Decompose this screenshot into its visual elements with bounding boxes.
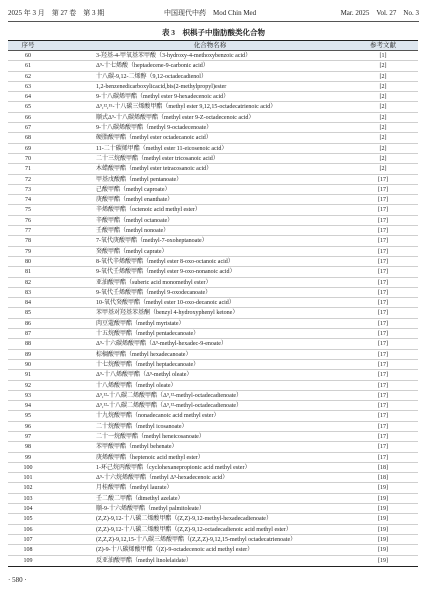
row-number: 84 — [25, 300, 31, 307]
reference-cell: [17] — [378, 217, 388, 224]
reference-cell: [17] — [378, 248, 388, 255]
compound-name: 甲基戊酸酯（methyl pentanoate） — [96, 176, 183, 183]
reference-cell: [17] — [378, 433, 388, 440]
table-row — [8, 154, 418, 164]
reference-cell: [2] — [379, 135, 387, 142]
table-row — [8, 226, 418, 236]
table-body — [8, 51, 418, 566]
reference-cell: [17] — [378, 382, 388, 389]
reference-cell: [17] — [378, 228, 388, 235]
compound-name: 苯甲酸甲酯（methyl behenate） — [96, 444, 178, 451]
table-row — [8, 504, 418, 514]
table-row — [8, 391, 418, 401]
page-number: · 580 · — [8, 576, 27, 584]
reference-cell: [19] — [378, 536, 388, 543]
table-row — [8, 556, 418, 566]
reference-cell: [2] — [379, 63, 387, 70]
row-number: 89 — [25, 351, 31, 358]
compound-name: 辛酸甲酯（methyl octanoate） — [96, 217, 174, 224]
table-row — [8, 175, 418, 185]
reference-cell: [17] — [378, 300, 388, 307]
table-header-row — [8, 41, 418, 51]
compound-name: (Z)-9-十八碳烯酸甲酯（(Z)-9-octadecenoic acid methyl ester） — [96, 547, 254, 554]
row-number: 68 — [25, 135, 31, 142]
row-number: 85 — [25, 310, 31, 317]
reference-cell: [2] — [379, 155, 387, 162]
table-row — [8, 360, 418, 370]
running-head — [8, 6, 419, 22]
compound-name: 9-氧代壬烯酸甲酯（methyl ester 9-oxo-nonanoic acid） — [96, 269, 236, 276]
compound-name: Δ⁹-十七烯酸（heptadecene-9-carbonic acid） — [96, 63, 209, 70]
compound-name: 11-二十碳烯甲酯（methyl ester 11-eicosenoic acid） — [96, 145, 228, 152]
table-row — [8, 267, 418, 277]
table-row — [8, 339, 418, 349]
row-number: 97 — [25, 433, 31, 440]
row-number: 69 — [25, 145, 31, 152]
compound-name: Δ⁹,¹²,¹⁵-十八碳三烯酸甲酯（methyl ester 9,12,15-octadecatrienoic acid） — [96, 104, 277, 111]
reference-cell: [17] — [378, 444, 388, 451]
reference-cell: [2] — [379, 166, 387, 173]
reference-cell: [17] — [378, 392, 388, 399]
compound-name: 8-氧代辛烯酸甲酯（methyl ester 8-oxo-octanoic acid） — [96, 258, 234, 265]
table-row — [8, 144, 418, 154]
row-number: 79 — [25, 248, 31, 255]
table-row — [8, 164, 418, 174]
column-header-reference: 参考文献 — [370, 42, 396, 49]
compound-name: 苯甲基对羟基苯基酮（benzyl 4-hydroxyphenyl ketone） — [96, 310, 239, 317]
reference-cell: [2] — [379, 145, 387, 152]
table-row — [8, 92, 418, 102]
compound-name: 十八烯酸甲酯（methyl oleate） — [96, 382, 177, 389]
compound-name: 棕榈酸甲酯（methyl hexadecanoate） — [96, 351, 192, 358]
compound-name: 癸酸甲酯（methyl caprate） — [96, 248, 168, 255]
reference-cell: [17] — [378, 351, 388, 358]
row-number: 71 — [25, 166, 31, 173]
table-title: 表 3 枳椇子中脂肪酸类化合物 — [161, 28, 266, 37]
compound-name: 反亚油酸甲酯（methyl linolelaidate） — [96, 557, 192, 564]
row-number: 90 — [25, 361, 31, 368]
reference-cell: [17] — [378, 361, 388, 368]
row-number: 62 — [25, 73, 31, 80]
reference-cell: [17] — [378, 279, 388, 286]
row-number: 96 — [25, 423, 31, 430]
compound-name: 顺式Δ⁹-十八碳烯酸甲酯（methyl ester 9-Z-octadecenoic acid） — [96, 114, 255, 121]
table-row — [8, 535, 418, 545]
compound-name: 己酸甲酯（methyl caproate） — [96, 186, 171, 193]
table-row — [8, 473, 418, 483]
row-number: 67 — [25, 125, 31, 132]
table-row — [8, 319, 418, 329]
reference-cell: [2] — [379, 83, 387, 90]
row-number: 77 — [25, 228, 31, 235]
compound-name: 3-羟基-4-甲氧基苯甲酸（3-hydroxy-4-methoxybenzoic acid） — [96, 53, 252, 59]
row-number: 105 — [23, 516, 33, 523]
reference-cell: [17] — [378, 372, 388, 379]
compound-name: 木蜡酸甲酯（methyl ester tetracosanoic acid） — [96, 166, 213, 173]
row-number: 63 — [25, 83, 31, 90]
table-row — [8, 236, 418, 246]
row-number: 61 — [25, 63, 31, 70]
row-number: 82 — [25, 279, 31, 286]
reference-cell: [17] — [378, 238, 388, 245]
compound-name: 十九烷酸甲酯（nonadecanoic acid methyl ester） — [96, 413, 220, 420]
table-row — [8, 298, 418, 308]
compound-name: Δ⁹-十八烯酸甲酯（Δ⁹-methyl oleate） — [96, 372, 193, 379]
table-row — [8, 422, 418, 432]
compound-name: 亚油酸甲酯（suberic acid monomethyl ester） — [96, 279, 212, 286]
reference-cell: [17] — [378, 403, 388, 410]
table-row — [8, 483, 418, 493]
reference-cell: [17] — [378, 258, 388, 265]
reference-cell: [2] — [379, 94, 387, 101]
reference-cell: [1] — [379, 53, 387, 59]
compound-name: (Z,Z,Z)-9,12,15-十八碳三烯酸甲酯（(Z,Z,Z)-9,12,15-methyl octadecatrienoate） — [96, 536, 297, 543]
row-number: 70 — [25, 155, 31, 162]
compound-name: 二十一烷酸甲酯（methyl heneicosanoate） — [96, 433, 205, 440]
row-number: 91 — [25, 372, 31, 379]
table-row — [8, 525, 418, 535]
reference-cell: [2] — [379, 73, 387, 80]
row-number: 92 — [25, 382, 31, 389]
row-number: 99 — [25, 454, 31, 461]
row-number: 74 — [25, 197, 31, 204]
row-number: 72 — [25, 176, 31, 183]
reference-cell: [17] — [378, 197, 388, 204]
row-number: 64 — [25, 94, 31, 101]
reference-cell: [17] — [378, 186, 388, 193]
compound-name: 十五烷酸甲酯（methyl pentadecanoate） — [96, 331, 200, 338]
compound-name: 壬酸甲酯（methyl nonoate） — [96, 228, 170, 235]
compound-name: 辛烯酸甲酯（octenoic acid methyl ester） — [96, 207, 201, 214]
row-number: 66 — [25, 114, 31, 121]
reference-cell: [2] — [379, 114, 387, 121]
table-row — [8, 350, 418, 360]
compound-name: 二十烷酸甲酯（methyl icosanoate） — [96, 423, 188, 430]
table-row — [8, 514, 418, 524]
table-row — [8, 463, 418, 473]
reference-cell: [19] — [378, 485, 388, 492]
compound-name: (Z,Z)-9,12-十八碳二烯酸甲酯（(Z,Z)-9,12-methyl-hexadecadienoate） — [96, 516, 272, 523]
table-row — [8, 494, 418, 504]
table-row — [8, 61, 418, 71]
row-number: 94 — [25, 403, 31, 410]
table-row — [8, 442, 418, 452]
reference-cell: [17] — [378, 207, 388, 214]
column-header-number: 序号 — [21, 42, 35, 49]
reference-cell: [2] — [379, 125, 387, 132]
reference-cell: [17] — [378, 341, 388, 348]
reference-cell: [17] — [378, 289, 388, 296]
table-row — [8, 545, 418, 555]
compound-name: 壬二酸二甲酯（dimethyl azelate） — [96, 495, 184, 502]
row-number: 108 — [23, 547, 33, 554]
table-row — [8, 257, 418, 267]
table-row — [8, 113, 418, 123]
reference-cell: [19] — [378, 547, 388, 554]
compound-name: Δ⁹-十六烷烯酸甲酯（methyl Δ⁹-hexadecenoic acid） — [96, 475, 229, 482]
compound-name: Δ⁹-十六碳烯酸甲酯（Δ⁹-methyl-hexadec-9-enoate） — [96, 341, 227, 348]
compound-name: 硬脂酸甲酯（methyl ester octadecanoic acid） — [96, 135, 212, 142]
reference-cell: [19] — [378, 516, 388, 523]
row-number: 107 — [23, 536, 33, 543]
compound-table — [8, 40, 418, 567]
table-row — [8, 82, 418, 92]
compound-name: Δ⁹,¹²-十八碳二烯酸甲酯（Δ⁹,¹²-methyl-octadecadienoate） — [96, 392, 243, 399]
reference-cell: [19] — [378, 557, 388, 564]
table-row — [8, 205, 418, 215]
table-row — [8, 51, 418, 61]
table-row — [8, 453, 418, 463]
row-number: 101 — [23, 475, 33, 482]
table-row — [8, 329, 418, 339]
row-number: 76 — [25, 217, 31, 224]
row-number: 103 — [23, 495, 33, 502]
reference-cell: [17] — [378, 423, 388, 430]
row-number: 87 — [25, 331, 31, 338]
row-number: 109 — [23, 557, 33, 564]
reference-cell: [17] — [378, 269, 388, 276]
table-row — [8, 411, 418, 421]
table-row — [8, 185, 418, 195]
row-number: 104 — [23, 506, 33, 513]
reference-cell: [17] — [378, 454, 388, 461]
row-number: 95 — [25, 413, 31, 420]
compound-name: 9-氧代壬烯酸甲酯（methyl 9-oxodecanoate） — [96, 289, 212, 296]
compound-name: 十七烷酸甲酯（methyl heptadecanoate） — [96, 361, 200, 368]
table-row — [8, 308, 418, 318]
reference-cell: [18] — [378, 475, 388, 482]
compound-name: 庚酸甲酯（methyl enanthate） — [96, 197, 174, 204]
table-row — [8, 278, 418, 288]
row-number: 93 — [25, 392, 31, 399]
reference-cell: [17] — [378, 331, 388, 338]
compound-name: 10-氧代癸酸甲酯（methyl ester 10-oxo-decanoic acid） — [96, 300, 235, 307]
compound-name: 二十三烷酸甲酯（methyl ester tricosanoic acid） — [96, 155, 219, 162]
table-row — [8, 381, 418, 391]
compound-name: 庚烯酸甲酯（heptenoic acid methyl ester） — [96, 454, 204, 461]
compound-name: 1,2-benzenedicarboxylicacid,bis(2-methylpropyl)ester — [96, 83, 227, 90]
compound-name: Δ⁹,¹²-十八碳二烯酸甲酯（Δ⁹,¹²-methyl-octadecadienoate） — [96, 403, 243, 410]
table-row — [8, 432, 418, 442]
row-number: 88 — [25, 341, 31, 348]
row-number: 73 — [25, 186, 31, 193]
table-row — [8, 72, 418, 82]
table-row — [8, 195, 418, 205]
row-number: 78 — [25, 238, 31, 245]
reference-cell: [19] — [378, 506, 388, 513]
journal-name: 中国现代中药 Mod Chin Med — [164, 9, 257, 17]
row-number: 98 — [25, 444, 31, 451]
compound-name: 十八碳-9,12-二烯醇（9,12-octadecadienol） — [96, 73, 207, 80]
reference-cell: [19] — [378, 495, 388, 502]
compound-name: 顺-9-十六烯酸甲酯（methyl palmitoleate） — [96, 506, 205, 513]
compound-name: 9-十八碳烯甲酯（methyl ester 9-hexadecenoic acid） — [96, 94, 230, 101]
reference-cell: [17] — [378, 413, 388, 420]
table-row — [8, 288, 418, 298]
reference-cell: [19] — [378, 526, 388, 533]
row-number: 102 — [23, 485, 33, 492]
row-number: 80 — [25, 258, 31, 265]
compound-name: (Z,Z)-9,12-十八碳二烯酸甲酯（(Z,Z)-9,12-octadecadienoic acid methyl ester） — [96, 526, 292, 533]
row-number: 60 — [25, 53, 31, 59]
row-number: 83 — [25, 289, 31, 296]
table-row — [8, 247, 418, 257]
row-number: 100 — [23, 464, 33, 471]
table-row — [8, 133, 418, 143]
row-number: 65 — [25, 104, 31, 111]
reference-cell: [17] — [378, 176, 388, 183]
table-row — [8, 401, 418, 411]
row-number: 81 — [25, 269, 31, 276]
reference-cell: [2] — [379, 104, 387, 111]
table-row — [8, 102, 418, 112]
reference-cell: [17] — [378, 310, 388, 317]
reference-cell: [17] — [378, 320, 388, 327]
row-number: 75 — [25, 207, 31, 214]
compound-name: 肉豆蔻酸甲酯（methyl myristate） — [96, 320, 185, 327]
issue-info: 2025 年 3 月 第 27 卷 第 3 期 — [8, 9, 105, 17]
table-row — [8, 370, 418, 380]
reference-cell: [18] — [378, 464, 388, 471]
compound-name: 9-十八碳烯酸甲酯（methyl 9-octadecenoate） — [96, 125, 213, 132]
compound-name: 月桂酸甲酯（methyl laurate） — [96, 485, 173, 492]
table-row — [8, 123, 418, 133]
row-number: 86 — [25, 320, 31, 327]
column-header-compound: 化合物名称 — [193, 42, 227, 49]
table-row — [8, 216, 418, 226]
compound-name: 7-氧代庚酸甲酯（methyl-7-oxoheptanoate） — [96, 238, 208, 245]
issue-info-english: Mar. 2025 Vol. 27 No. 3 — [340, 9, 419, 17]
row-number: 106 — [23, 526, 33, 533]
compound-name: 1-环己烷丙酸甲酯（cyclohexanepropionic acid methyl ester） — [96, 464, 251, 471]
